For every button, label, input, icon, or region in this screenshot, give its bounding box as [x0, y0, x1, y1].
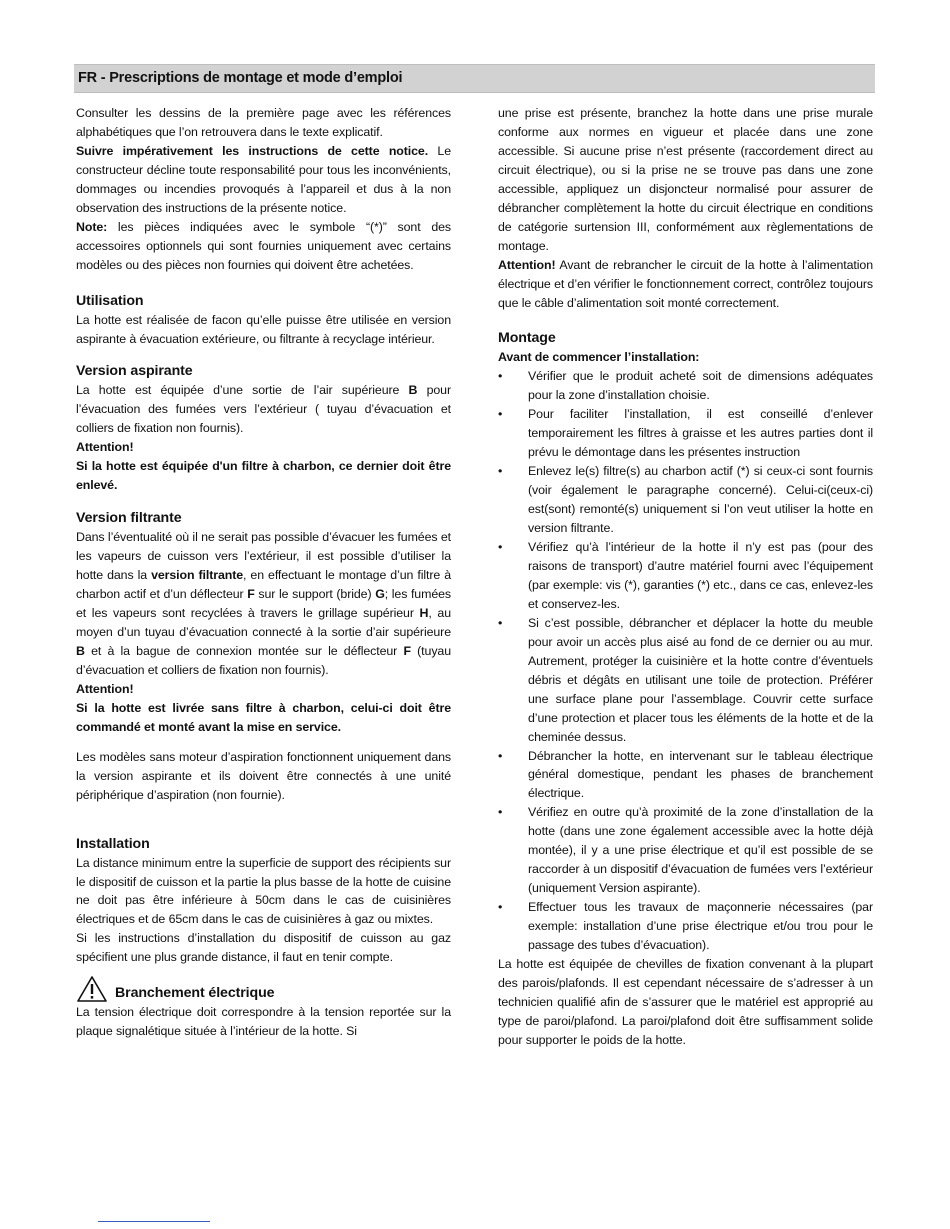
bullet-icon: • [498, 900, 503, 915]
modeles-paragraph: Les modèles sans moteur d’aspiration fonctionnent uniquement dans la version aspirante et ils doivent être connectés à une unité périphérique d’aspiration (non fournie). [76, 749, 451, 802]
list-item [498, 803, 873, 898]
bullet-icon: • [498, 748, 503, 763]
montage-subheading: Avant de commencer l’installation: [498, 350, 700, 365]
bullet-icon: • [498, 615, 503, 630]
branchement-text: La tension électrique doit correspondre à la tension reportée sur la plaque signalétique située à l’intérieur de la hotte. Si [76, 1005, 451, 1039]
aspirante-attention-label: Attention! [76, 440, 134, 455]
filtrante-text-part: ; les fumées et les vapeurs sont recyclées à travers le grillage supérieur [76, 587, 451, 621]
utilisation-heading: Utilisation [76, 292, 144, 309]
filtrante-heading: Version filtrante [76, 510, 182, 527]
section-header-bar [74, 64, 875, 93]
note-label: Note: [76, 219, 108, 234]
ref-letter-g: G [375, 587, 385, 602]
aspirante-text-part: La hotte est équipée d’une sortie de l’air supérieure [76, 383, 409, 398]
aspirante-text-part: pour l’évacuation des fumées vers l’extérieur ( tuyau d’évacuation et colliers de fixation non fournis). [76, 383, 451, 436]
filtrante-text-part: , au moyen d’un tuyau d’évacuation connecté à la sortie d’air supérieure [76, 606, 451, 639]
installation-heading: Installation [76, 835, 150, 852]
note-text: les pièces indiquées avec le symbole “(*)” sont des accessoires optionnels qui sont fournies uniquement avec certains modèles ou des pièces non fournies qui doivent être achetées. [76, 219, 451, 272]
filtrante-emphasis: version filtrante [151, 568, 244, 583]
instructions-emphasis: Suivre impérativement les instructions de cette notice. [76, 143, 429, 158]
ref-letter-f: F [403, 643, 411, 658]
ref-letter-h: H [419, 606, 429, 621]
installation-note: Si les instructions d’installation du dispositif de cuisson au gaz spécifient une plus grande distance, il faut en tenir compte. [76, 931, 451, 965]
instructions-paragraph [76, 142, 451, 218]
right-column [498, 104, 873, 1050]
instructions-text: Le constructeur décline toute responsabilité pour tous les inconvénients, dommages ou incendies provoqués à l’appareil et dus à la non observation des instructions de la présente notice. [76, 143, 451, 215]
branchement-continued-text: une prise est présente, branchez la hotte dans une prise murale conforme aux normes en vigueur et placée dans une zone accessible. Si aucune prise n’est présente (raccordement direct au circuit électrique), ou si la prise ne se trouve pas dans une zone accessible, appliquez un disjoncteur normalisé pour assurer de débrancher complètement la hotte du circuit électrique en conditions de catégorie surtension III, conformément aux règlementations de montage. [498, 106, 873, 253]
montage-checklist [498, 367, 873, 955]
list-item [498, 462, 873, 538]
filtrante-warning: Si la hotte est livrée sans filtre à charbon, celui-ci doit être commandé et monté avant la mise en service. [76, 700, 451, 734]
filtrante-text-part: , en effectuant le montage d’un filtre à charbon actif et d’un déflecteur [76, 568, 451, 602]
ref-letter-f: F [247, 587, 255, 602]
intro-paragraph: Consulter les dessins de la première page avec les références alphabétiques que l’on retrouvera dans le texte explicatif. [76, 106, 451, 139]
closing-paragraph: La hotte est équipée de chevilles de fixation convenant à la plupart des parois/plafonds. Il est cependant nécessaire de s’adresser à un technicien qualifié afin de s’assurer que le matériel est approprié au type de paroi/plafond. La paroi/plafond doit être suffisamment solide pour supporter le poids de la hotte. [498, 956, 873, 1047]
bullet-icon: • [498, 805, 503, 820]
list-item [498, 367, 873, 405]
note-paragraph [76, 218, 451, 275]
list-item-text: Vérifiez en outre qu’à proximité de la zone d’installation de la hotte (dans une zone également accessible avec la hotte déjà montée), il y a une prise électrique et qu’il est possible de se raccorder à un dispositif d’évacuation de fumées vers l’extérieur (uniquement Version aspirante). [528, 805, 873, 896]
bullet-icon: • [498, 369, 503, 384]
aspirante-warning: Si la hotte est équipée d'un filtre à charbon, ce dernier doit être enlevé. [76, 459, 451, 493]
footer-link-underline [98, 1221, 210, 1222]
filtrante-text-part: et à la bague de connexion montée sur le déflecteur [84, 643, 404, 658]
attention-text: Avant de rebrancher le circuit de la hotte à l’alimentation électrique et d’en vérifier le fonctionnement correct, contrôlez toujours que le câble d’alimentation soit monté correctement. [498, 257, 873, 310]
page-title: FR - Prescriptions de montage et mode d’emploi [78, 70, 403, 86]
montage-heading: Montage [498, 330, 556, 347]
list-item-text: Enlevez le(s) filtre(s) au charbon actif (*) si ceux-ci sont fournis (voir également le paragraphe concerné). Celui-ci(ceux-ci) est(sont) remonté(s) uniquement si l’on veut utiliser la hotte en version filtrante. [528, 464, 873, 536]
ref-letter-b: B [76, 643, 85, 658]
branchement-heading-row [76, 975, 451, 1003]
bullet-icon: • [498, 464, 503, 479]
list-item-text: Vérifiez qu’à l’intérieur de la hotte il n’y est pas (pour des raisons de transport) d’autre matériel fourni avec l’équipement (par exemple: vis (*), garanties (*) etc., dans ce cas, enlevez-les et conservez-les. [528, 540, 873, 611]
filtrante-text-part: Dans l’éventualité où il ne serait pas possible d’évacuer les fumées et les vapeurs de cuisson vers l’extérieur, il est possible d’utiliser la hotte dans la [76, 530, 451, 583]
ref-letter-b: B [408, 383, 418, 398]
list-item [498, 405, 873, 462]
attention-label: Attention! [498, 257, 556, 272]
branchement-heading: Branchement électrique [115, 985, 275, 1002]
left-column [76, 104, 451, 1041]
filtrante-text [76, 528, 451, 680]
list-item-text: Si c’est possible, débrancher et déplacer la hotte du meuble pour avoir un accès plus aisé au fond de ce dernier ou au mur. Autrement, protéger la cuisinière et la hotte contre d’éventuels débris et dégâts en utilisant une toile de protection. Préférer une surface plane pour l’assemblage. Couvrir cette surface d’une protection et placer tous les éléments de la hotte et de la cheminée dessus. [528, 615, 873, 744]
list-item-text: Vérifier que le produit acheté soit de dimensions adéquates pour la zone d’installation choisie. [528, 369, 873, 403]
list-item-text: Pour faciliter l’installation, il est conseillé d’enlever temporairement les filtres à graisse et les autres parties dont il prévu le démontage dans les présentes instruction [528, 407, 873, 460]
list-item-text: Débrancher la hotte, en intervenant sur le tableau électrique général domestique, pendant les phases de branchement électrique. [528, 748, 873, 801]
bullet-icon: • [498, 407, 503, 422]
list-item [498, 538, 873, 614]
utilisation-text: La hotte est réalisée de facon qu’elle puisse être utilisée en version aspirante à évacuation extérieure, ou filtrante à recyclage intérieur. [76, 312, 451, 346]
list-item [498, 614, 873, 747]
attention-paragraph [498, 256, 873, 313]
bullet-icon: • [498, 540, 503, 555]
list-item-text: Effectuer tous les travaux de maçonnerie nécessaires (par exemple: installation d’une prise électrique et/ou trou pour le passage des tubes d’évacuation). [528, 900, 873, 953]
list-item [498, 747, 873, 804]
aspirante-heading: Version aspirante [76, 363, 193, 380]
warning-triangle-icon [76, 975, 115, 1003]
list-item [498, 898, 873, 955]
installation-paragraph: La distance minimum entre la superficie de support des récipients sur le dispositif de cuisson et la partie la plus basse de la hotte de cuisine ne doit pas être inférieure à 50cm dans le cas de cuisinières électriques et de 65cm dans le cas de cuisinières à gaz ou mixtes. [76, 855, 451, 927]
filtrante-attention-label: Attention! [76, 681, 134, 696]
filtrante-text-part: sur le support (bride) [254, 587, 376, 602]
aspirante-text [76, 381, 451, 438]
filtrante-text-part: (tuyau d’évacuation et colliers de fixation non fournis). [76, 643, 451, 677]
